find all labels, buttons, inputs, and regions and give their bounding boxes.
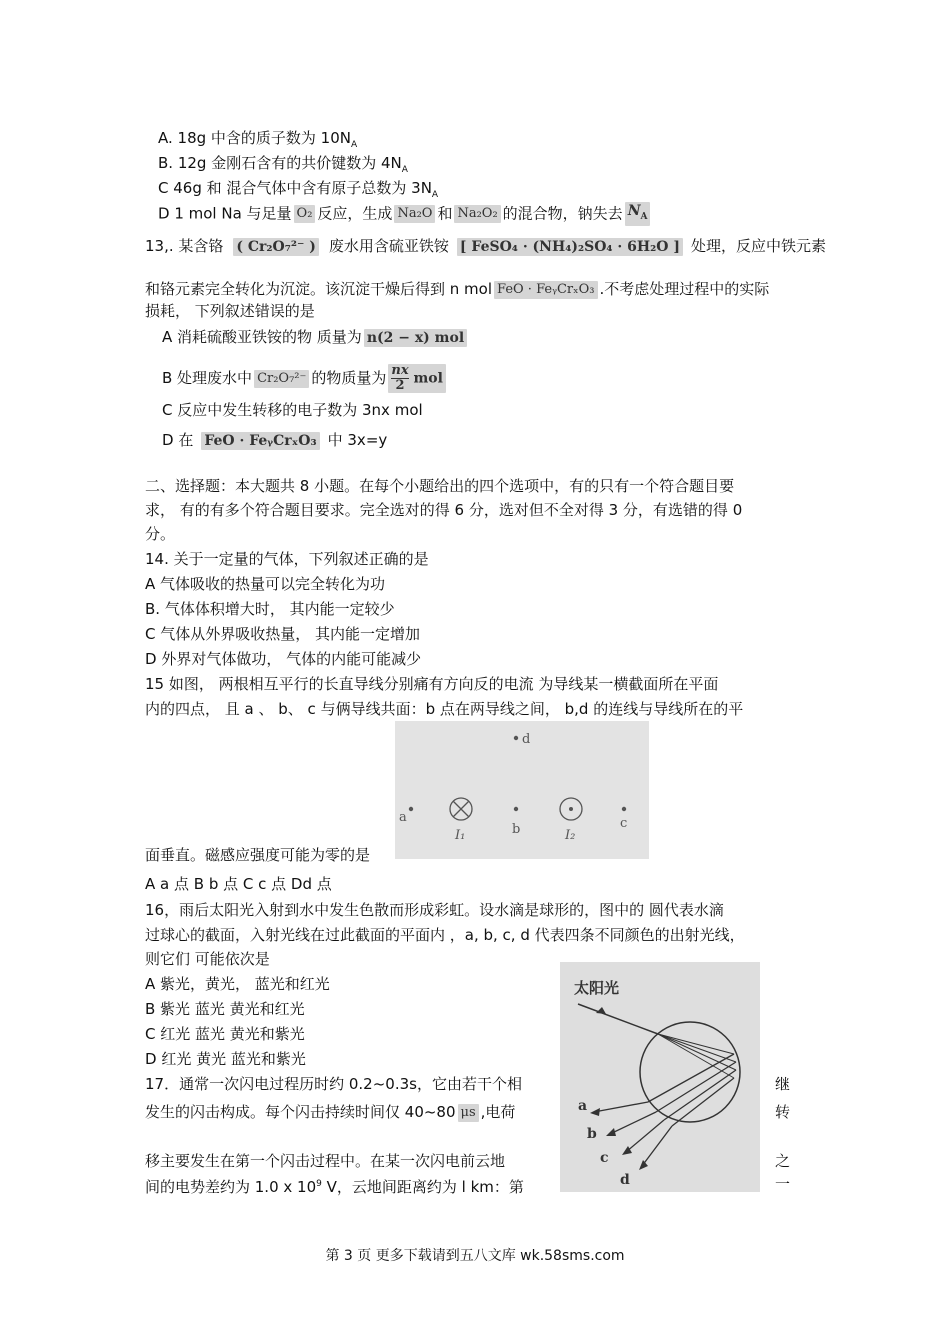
q14-option-a: A 气体吸收的热量可以完全转化为功 — [145, 575, 386, 593]
q15-line-1: 15 如图， 两根相互平行的长直导线分别痛有方向反的电流 为导线某一横截面所在平面 — [145, 675, 719, 693]
section2-line-1: 二、选择题：本大题共 8 小题。在每个小题给出的四个选项中，有的只有一个符合题目要 — [145, 477, 735, 495]
q12-option-c: C 46g 和 混合气体中含有原子总数为 $3N_A$ — [158, 179, 439, 200]
q14-option-d: D 外界对气体做功， 气体的内能可能减少 — [145, 650, 422, 668]
q15-label-c: c — [620, 816, 628, 831]
q15-options: A a 点 B b 点 C c 点 Dd 点 — [145, 875, 332, 893]
q17-line-4: 间的电势差约为 1.0 x $10^9$ V，云地间距离约为 l km：第 — [145, 1178, 524, 1196]
formula-na: $N_A$ — [625, 202, 651, 226]
q16-figure — [560, 962, 760, 1192]
page-footer: 第 3 页 更多下载请到五八文库 wk.58sms.com — [325, 1248, 625, 1264]
q16-option-a: A 紫光，黄光， 蓝光和红光 — [145, 975, 330, 993]
q16-option-b: B 紫光 蓝光 黄光和红光 — [145, 1000, 305, 1018]
q15-figure-svg — [395, 721, 649, 859]
q16-option-c: C 红光 蓝光 黄光和紫光 — [145, 1025, 305, 1043]
water-drop-circle — [640, 1022, 740, 1122]
formula-cr2o7: ( Cr₂O₇²⁻ ) — [233, 238, 319, 256]
section2-line-3: 分。 — [145, 525, 176, 543]
q12-option-d: D 1 mol Na 与足量 O₂ 反应，生成 Na₂O 和 Na₂O₂ 的混合物，钠失去 $N_A$ — [158, 202, 652, 226]
section2-line-2: 求， 有的有多个符合题目要求。完全选对的得 6 分，选对但不全对得 3 分，有选错的得 0 — [145, 501, 743, 519]
q16-label-sun: 太阳光 — [574, 979, 620, 997]
q15-label-i1: I₁ — [455, 828, 466, 843]
q12-option-a: A. 18g 中含的质子数为 $10N_A$ — [158, 129, 358, 150]
q16-label-d: d — [620, 1172, 630, 1188]
q14-option-b: B. 气体体积增大时， 其内能一定较少 — [145, 600, 395, 618]
formula-microsecond: μs — [458, 1104, 479, 1122]
formula-precipitate-d: FeO · FeᵧCrₓO₃ — [201, 432, 319, 450]
formula-o2: O₂ — [294, 205, 316, 223]
q15-label-i2: I₂ — [565, 828, 576, 843]
q16-label-a: a — [578, 1098, 588, 1114]
q16-line-1: 16，雨后太阳光入射到水中发生色散而形成彩虹。设水滴是球形的，图中的 圆代表水滴 — [145, 901, 724, 919]
q15-label-a: a — [399, 810, 407, 825]
q16-line-3: 则它们 可能依次是 — [145, 950, 270, 968]
q17-line-2-tail: 转 — [775, 1103, 791, 1121]
q15-label-b: b — [512, 822, 521, 837]
formula-n2x: n(2 − x) mol — [364, 329, 467, 347]
q16-option-d: D 红光 黄光 蓝光和紫光 — [145, 1050, 306, 1068]
q13-line-1: 13,. 某含铬 ( Cr₂O₇²⁻ ) 废水用含硫亚铁铵 [ FeSO₄ · (NH₄)₂SO₄ · 6H₂O ] 处理，反应中铁元素 — [145, 237, 826, 255]
formula-cr2o7-ion: Cr₂O₇²⁻ — [254, 370, 309, 388]
q17-line-1: 17．通常一次闪电过程历时约 0.2~0.3s，它由若干个相 — [145, 1075, 522, 1093]
q16-label-c: c — [600, 1150, 609, 1166]
formula-na2o: Na₂O — [394, 205, 435, 223]
q17-line-1-tail: 继 — [775, 1075, 791, 1093]
q13-option-a: A 消耗硫酸亚铁铵的物 质量为 n(2 − x) mol — [162, 327, 469, 347]
q14-stem: 14. 关于一定量的气体，下列叙述正确的是 — [145, 550, 429, 568]
formula-na2o2: Na₂O₂ — [454, 205, 500, 223]
q13-line-3: 损耗， 下列叙述错误的是 — [145, 302, 315, 320]
q15-line-3: 面垂直。磁感应强度可能为零的是 — [145, 846, 371, 864]
q12-option-b: B. 12g 金刚石含有的共价键数为 $4N_A$ — [158, 154, 408, 175]
q14-option-c: C 气体从外界吸收热量， 其内能一定增加 — [145, 625, 421, 643]
q13-option-b: B 处理废水中 Cr₂O₇²⁻ 的物质量为 $\frac{nx}{2}$ mol — [162, 364, 448, 390]
q17-line-4-tail: 一 — [775, 1175, 791, 1193]
q16-line-2: 过球心的截面，入射光线在过此截面的平面内 ，a, b, c, d 代表四条不同颜色的出射光线， — [145, 926, 745, 944]
q16-figure-svg — [560, 962, 760, 1192]
q15-label-d: d — [522, 732, 531, 747]
formula-precipitate: FeO · FeᵧCrₓO₃ — [494, 281, 598, 299]
q13-option-d: D 在 FeO · FeᵧCrₓO₃ 中 3x=y — [162, 431, 388, 449]
q15-line-2: 内的四点， 且 a 、 b、 c 与俩导线共面：b 点在两导线之间， b,d 的连线与导线所在的平 — [145, 700, 744, 718]
formula-ammonium-iron-sulfate: [ FeSO₄ · (NH₄)₂SO₄ · 6H₂O ] — [457, 238, 683, 256]
q16-label-b: b — [587, 1126, 597, 1142]
q17-line-3-tail: 之 — [775, 1152, 791, 1170]
q13-line-2: 和铬元素完全转化为沉淀。该沉淀干燥后得到 n mol FeO · FeᵧCrₓO₃ .不考虑处理过程中的实际 — [145, 280, 770, 298]
q15-figure — [395, 721, 649, 859]
q13-option-c: C 反应中发生转移的电子数为 3nx mol — [162, 401, 423, 419]
formula-nx-over-2: $\frac{nx}{2}$ mol — [388, 364, 446, 393]
q17-line-3: 移主要发生在第一个闪击过程中。在某一次闪电前云地 — [145, 1152, 506, 1170]
q17-line-2: 发生的闪击构成。每个闪击持续时间仅 40~80 μs ,电荷 — [145, 1103, 516, 1121]
